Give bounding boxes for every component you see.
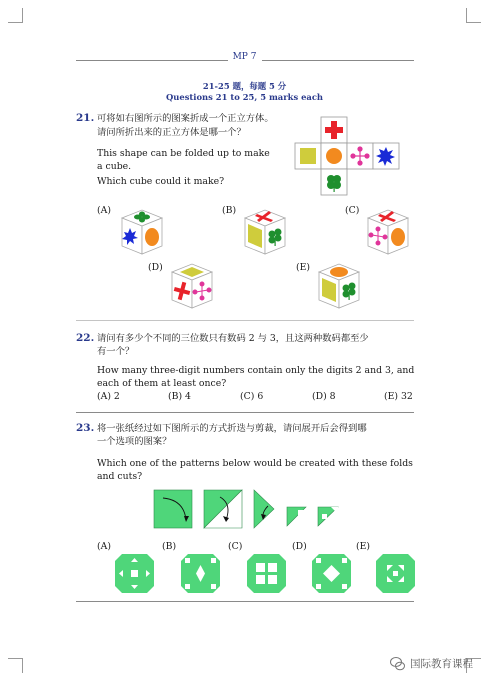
- q21-text-cn-1: 可将如右图所示的图案折成一个正立方体。: [97, 113, 274, 124]
- section-title-cn: 21-25 题，每题 5 分: [202, 81, 287, 91]
- q21-text-en-1: This shape can be folded up to make: [97, 148, 270, 159]
- divider: [76, 601, 414, 602]
- q23-text-cn-2: 一个选项的图案？: [97, 436, 172, 447]
- q21-number: 21.: [76, 112, 95, 124]
- q23-number: 23.: [76, 422, 95, 434]
- q23-pattern-d[interactable]: [311, 553, 353, 595]
- q23-pattern-e[interactable]: [375, 553, 417, 595]
- q22-text-cn-1: 请问有多少个不同的三位数只有数码 2 与 3，且这两种数码都至少: [97, 333, 369, 344]
- q22-number: 22.: [76, 332, 95, 344]
- q22-text-cn-2: 有一个？: [97, 346, 135, 357]
- q22-text-en-2: each of them at least once?: [97, 378, 227, 389]
- q23-option-e[interactable]: (E): [356, 541, 371, 552]
- q23-option-d[interactable]: (D): [292, 541, 307, 552]
- q23-pattern-a[interactable]: [114, 553, 156, 595]
- q22-option-a[interactable]: (A) 2: [97, 391, 120, 402]
- q23-text-en-2: and cuts?: [97, 471, 143, 482]
- watermark-text: 国际教育课程: [410, 658, 473, 670]
- q22-option-c[interactable]: (C) 6: [240, 391, 264, 402]
- q21-option-b[interactable]: (B): [222, 205, 237, 216]
- q22-option-e[interactable]: (E) 32: [384, 391, 413, 402]
- q21-text-cn-2: 请问所折出来的正立方体是哪一个？: [97, 127, 246, 138]
- wechat-logo-icon: [390, 656, 405, 671]
- q21-text-en-2: a cube.: [97, 161, 132, 172]
- q23-text-cn-1: 将一张纸经过如下图所示的方式折迭与剪裁，请问展开后会得到哪: [97, 423, 367, 434]
- q21-option-a[interactable]: (A): [97, 205, 111, 216]
- q22-option-b[interactable]: (B) 4: [168, 391, 191, 402]
- q23-option-b[interactable]: (B): [162, 541, 177, 552]
- q23-pattern-c[interactable]: [246, 553, 288, 595]
- q23-option-c[interactable]: (C): [228, 541, 243, 552]
- q23-text-en-1: Which one of the patterns below would be created with these folds: [97, 458, 413, 469]
- q22-text-en-1: How many three-digit numbers contain only the digits 2 and 3, and: [97, 365, 415, 376]
- section-title-en: Questions 21 to 25, 5 marks each: [165, 92, 324, 102]
- q21-option-c[interactable]: (C): [345, 205, 360, 216]
- q21-text-en-3: Which cube could it make?: [97, 176, 225, 187]
- q22-option-d[interactable]: (D) 8: [312, 391, 336, 402]
- q21-option-e[interactable]: (E): [296, 262, 311, 273]
- q23-pattern-b[interactable]: [180, 553, 222, 595]
- watermark: [390, 656, 473, 671]
- q21-option-d[interactable]: (D): [148, 262, 163, 273]
- q23-option-a[interactable]: (A): [97, 541, 111, 552]
- page-label: MP 7: [232, 52, 257, 62]
